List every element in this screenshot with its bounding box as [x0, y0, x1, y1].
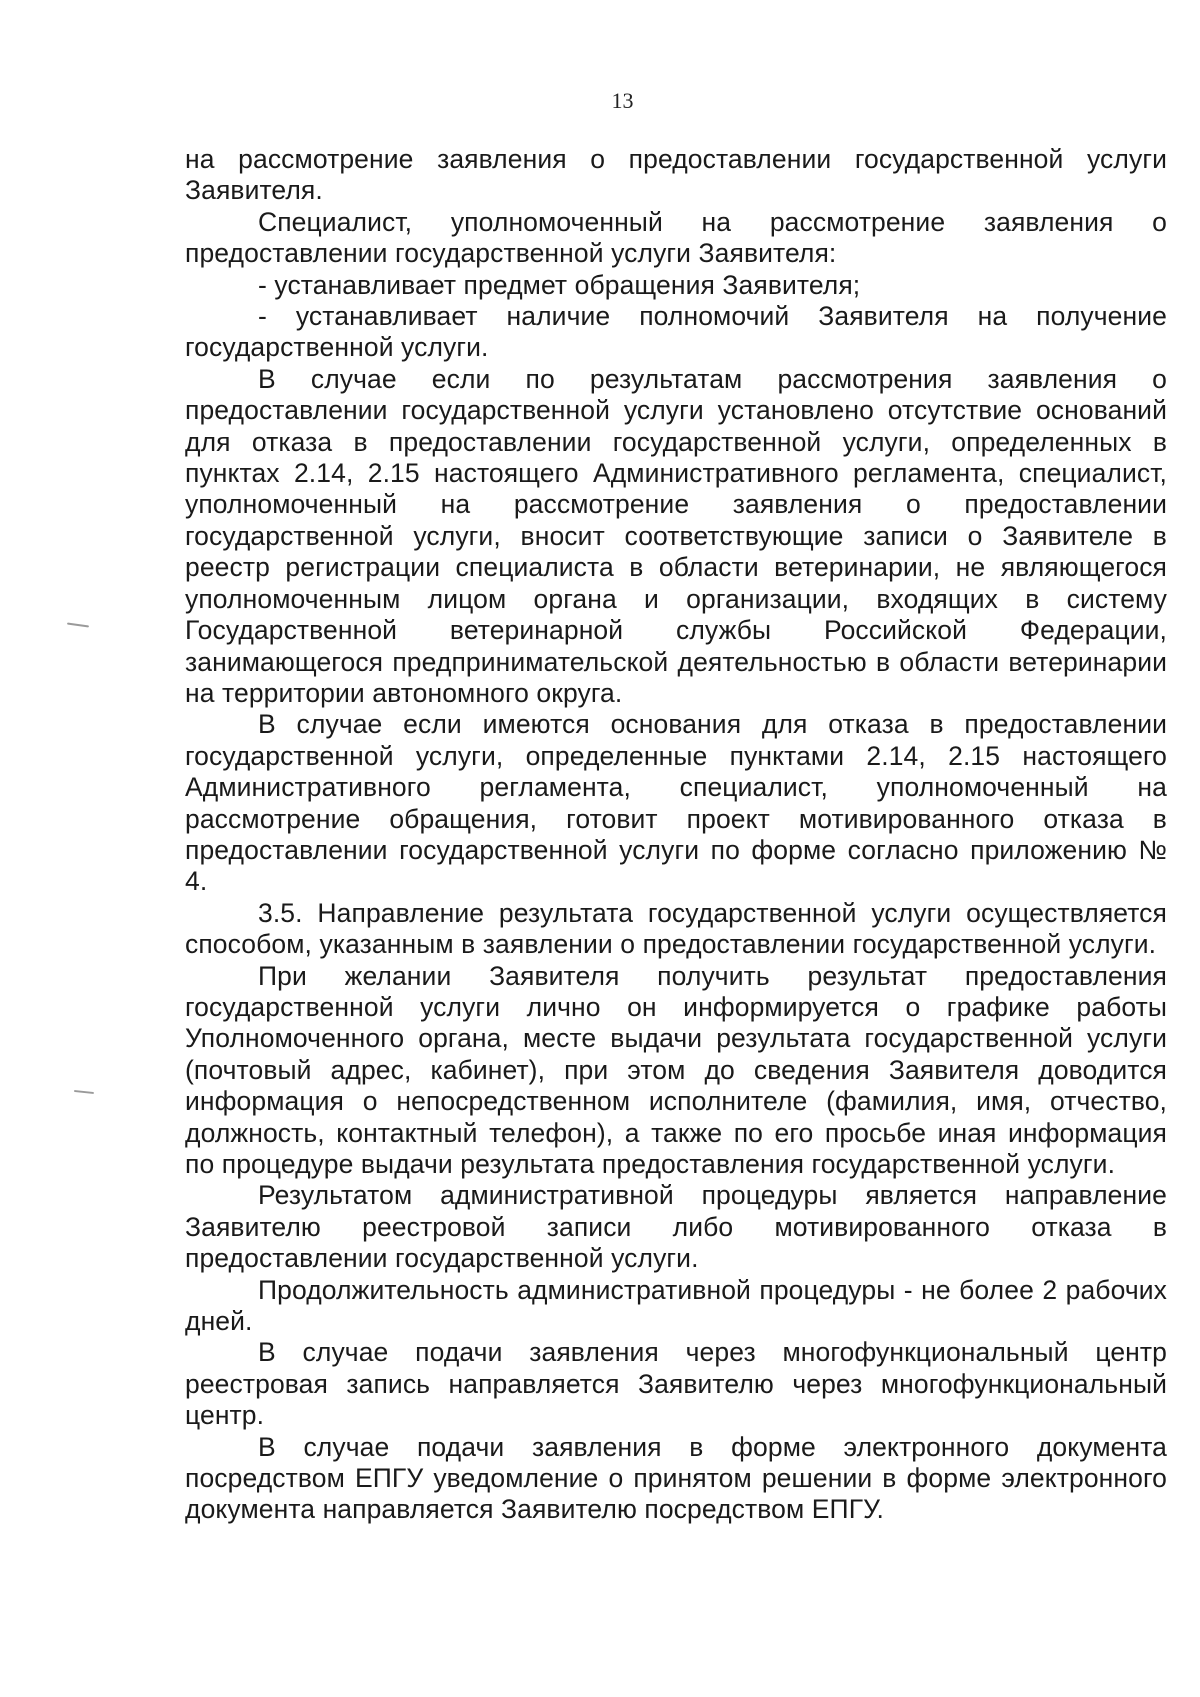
paragraph-continuation: на рассмотрение заявления о предоставлении государственной услуги Заявителя.	[185, 144, 1167, 206]
scan-artifact-mark	[67, 622, 89, 627]
paragraph-mfc: В случае подачи заявления через многофункциональный центр реестровая запись направляется Заявителю через многофункциональный центр.	[185, 1337, 1167, 1431]
page-number: 13	[611, 88, 634, 113]
scan-artifact-mark	[74, 1090, 94, 1094]
paragraph-epgu: В случае подачи заявления в форме электронного документа посредством ЕПГУ уведомление о принятом решении в форме электронного документа направляется Заявителю посредством ЕПГУ.	[185, 1431, 1167, 1525]
paragraph-refusal-grounds: В случае если имеются основания для отказа в предоставлении государственной услуги, определенные пунктами 2.14, 2.15 настоящего Административного регламента, специалист, уполномоченный на рассмотрение обращения, готовит проект мотивированного отказа в предоставлении государственной услуги по форме согласно приложению № 4.	[185, 709, 1167, 897]
list-item-authority: - устанавливает наличие полномочий Заявителя на получение государственной услуги.	[185, 301, 1167, 363]
paragraph-no-refusal-grounds: В случае если по результатам рассмотрения заявления о предоставлении государственной услуги установлено отсутствие оснований для отказа в предоставлении государственной услуги, определенных в пунктах 2.14, 2.15 настоящего Административного регламента, специалист, уполномоченный на рассмотрение заявления о предоставлении государственной услуги, вносит соответствующие записи о Заявителе в реестр регистрации специалиста в области ветеринарии, не являющегося уполномоченным лицом органа и организации, входящих в систему Государственной ветеринарной службы Российской Федерации, занимающегося предпринимательской деятельностью в области ветеринарии на территории автономного округа.	[185, 363, 1167, 708]
document-body	[185, 144, 1167, 1526]
paragraph-section-3-5: 3.5. Направление результата государственной услуги осуществляется способом, указанным в заявлении о предоставлении государственной услуги.	[185, 897, 1167, 960]
paragraph-personal-receipt: При желании Заявителя получить результат предоставления государственной услуги лично он информируется о графике работы Уполномоченного органа, месте выдачи результата государственной услуги (почтовый адрес, кабинет), при этом до сведения Заявителя доводится информация о непосредственном исполнителе (фамилия, имя, отчество, должность, контактный телефон), а также по его просьбе иная информация по процедуре выдачи результата предоставления государственной услуги.	[185, 960, 1167, 1179]
paragraph-procedure-result: Результатом административной процедуры является направление Заявителю реестровой записи либо мотивированного отказа в предоставлении государственной услуги.	[185, 1180, 1167, 1274]
paragraph-duration: Продолжительность административной процедуры - не более 2 рабочих дней.	[185, 1274, 1167, 1337]
list-item-subject: - устанавливает предмет обращения Заявителя;	[258, 269, 861, 300]
paragraph-specialist-intro: Специалист, уполномоченный на рассмотрение заявления о предоставлении государственной услуги Заявителя:	[185, 206, 1167, 269]
